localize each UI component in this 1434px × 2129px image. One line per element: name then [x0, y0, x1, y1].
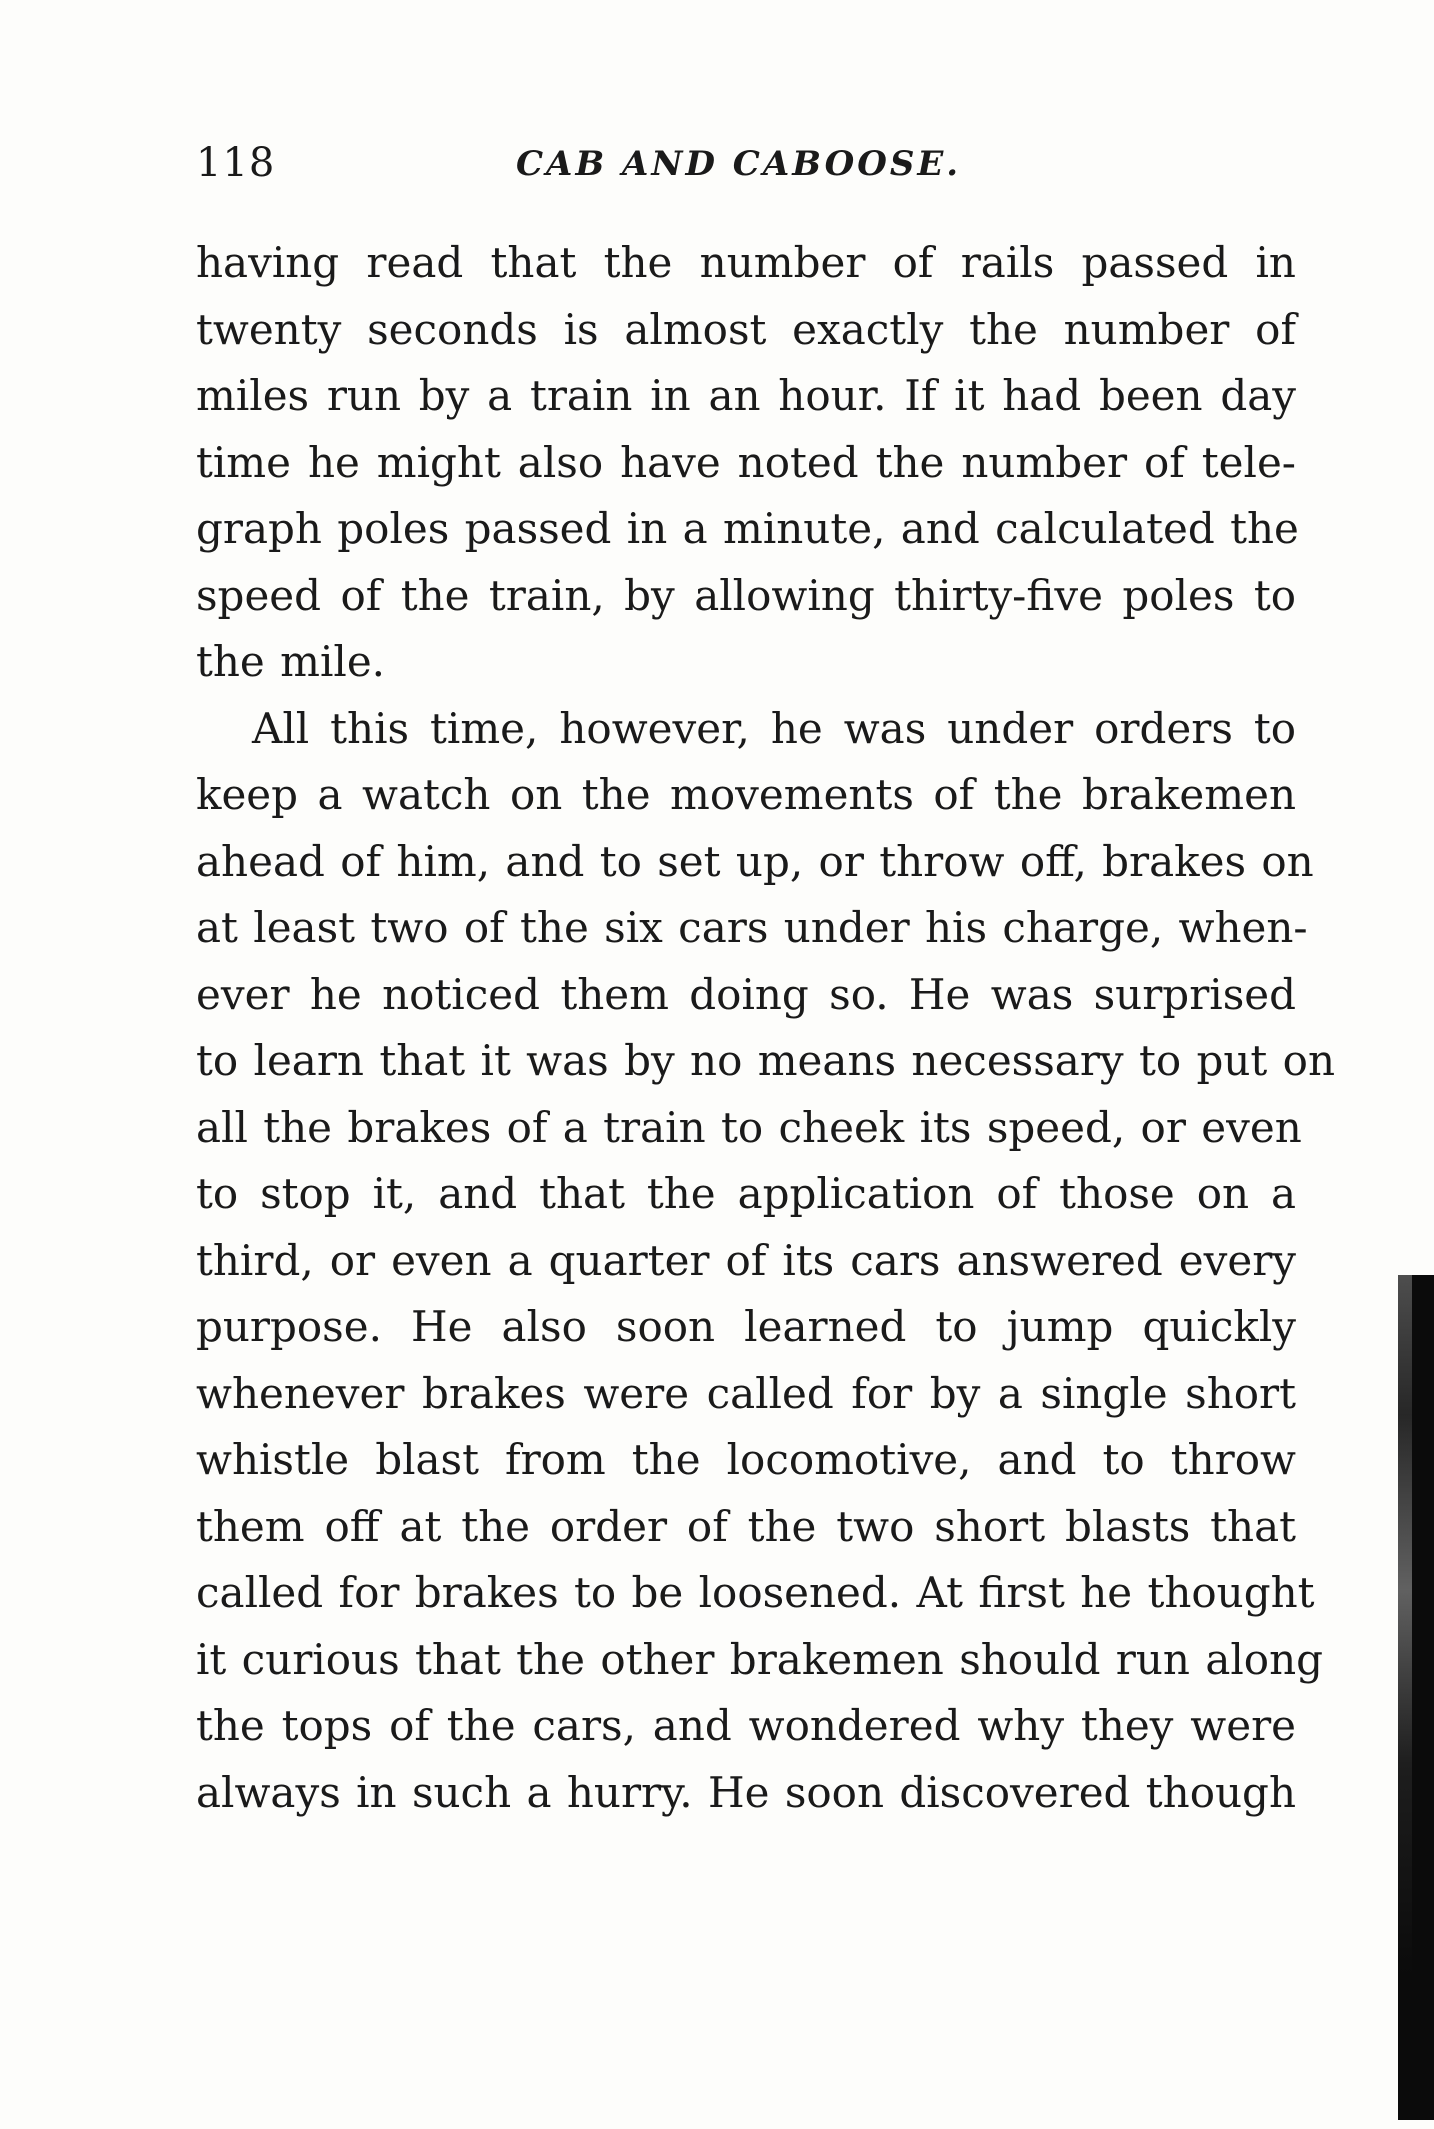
- text-line: purpose. He also soon learned to jump quickly: [196, 1302, 1296, 1351]
- text-line: the tops of the cars, and wondered why they were: [196, 1701, 1296, 1750]
- text-line: twenty seconds is almost exactly the number of: [196, 304, 1296, 354]
- text-line: the mile.: [196, 637, 386, 686]
- text-line: time he might also have noted the number of tele-: [196, 437, 1296, 487]
- text-line: whistle blast from the locomotive, and to throw: [196, 1435, 1296, 1484]
- text-line: ahead of him, and to set up, or throw off, brakes on: [196, 836, 1314, 886]
- text-line: all the brakes of a train to cheek its speed, or even: [196, 1102, 1302, 1152]
- page-header: [196, 140, 1286, 200]
- text-line: called for brakes to be loosened. At first he thought: [196, 1568, 1315, 1617]
- text-line: always in such a hurry. He soon discovered though: [196, 1767, 1296, 1817]
- running-title: CAB AND CABOOSE.: [516, 144, 962, 184]
- text-line: to learn that it was by no means necessary to put on: [196, 1036, 1335, 1085]
- text-line: keep a watch on the movements of the brakemen: [196, 770, 1296, 819]
- text-line: graph poles passed in a minute, and calculated the: [196, 504, 1299, 553]
- text-line: them off at the order of the two short blasts that: [196, 1501, 1296, 1551]
- text-line: whenever brakes were called for by a single short: [196, 1368, 1296, 1418]
- text-line: All this time, however, he was under orders to: [252, 703, 1296, 753]
- page-number: 118: [196, 140, 276, 186]
- text-line: ever he noticed them doing so. He was surprised: [196, 969, 1296, 1019]
- text-line: speed of the train, by allowing thirty-five poles to: [196, 570, 1296, 620]
- text-line: it curious that the other brakemen should run along: [196, 1634, 1324, 1684]
- body-text: [196, 230, 1335, 1826]
- text-line: having read that the number of rails passed in: [196, 238, 1296, 287]
- text-line: third, or even a quarter of its cars answered every: [196, 1235, 1296, 1285]
- text-line: to stop it, and that the application of those on a: [196, 1169, 1296, 1218]
- text-line: at least two of the six cars under his charge, when-: [196, 903, 1308, 952]
- text-line: miles run by a train in an hour. If it had been day: [196, 371, 1296, 420]
- page-edge-shadow: [1398, 1275, 1434, 2120]
